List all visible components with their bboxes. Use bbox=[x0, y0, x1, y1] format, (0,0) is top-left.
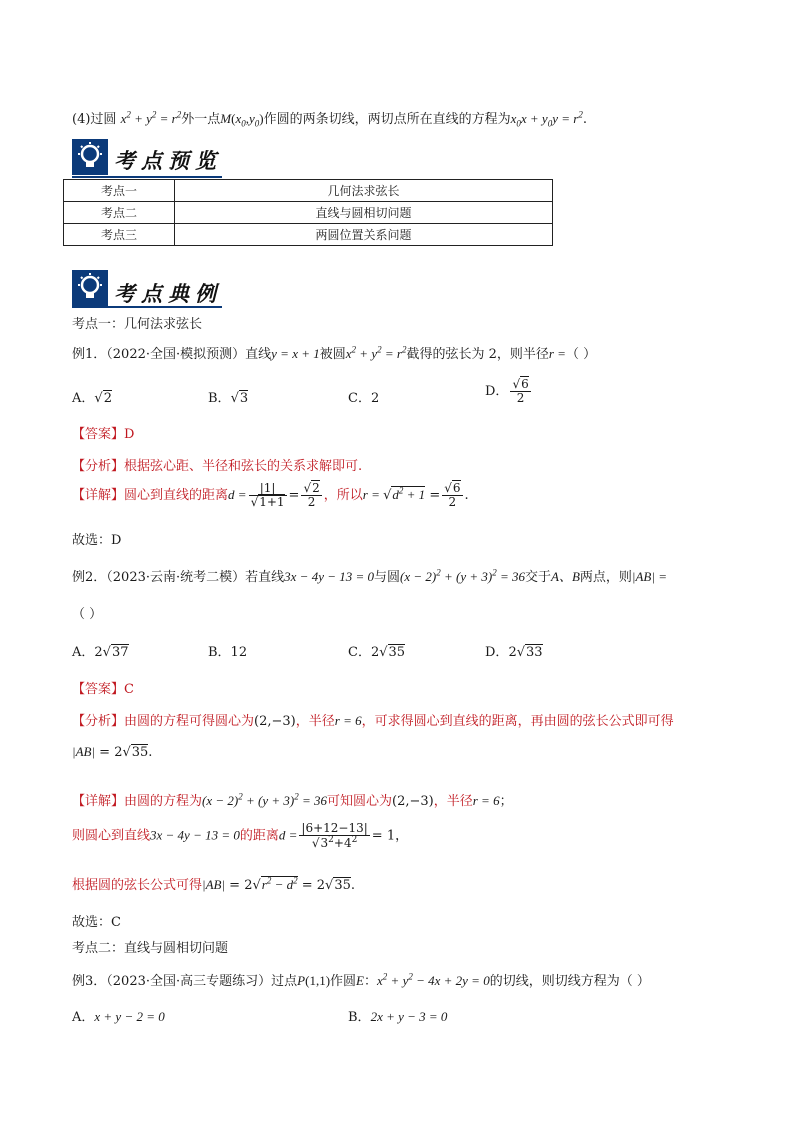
lightbulb-icon bbox=[76, 142, 104, 172]
ex1-answer: 【答案】D bbox=[72, 427, 135, 442]
ex2-analysis: 【分析】由圆的方程可得圆心为(2,−3)，半径r = 6，可求得圆心到直线的距离，再由圆的弦长公式即可得 bbox=[72, 713, 674, 729]
ex2-question: 例2．（2023·云南·统考二模）若直线3x − 4y − 13 = 0与圆$(x - 2)^2 + (y + 3)^2 = 36$交于A、B两点，则|AB| = bbox=[72, 567, 667, 585]
ex2-option-c: C．2√35 bbox=[348, 645, 406, 660]
table-row: 考点一 几何法求弦长 bbox=[64, 180, 553, 202]
examples-title: 考点典例 bbox=[114, 281, 222, 306]
point-m: $M(x_0,y_0)$ bbox=[220, 111, 264, 129]
ex3-option-b: B．2x + y − 3 = 0 bbox=[348, 1009, 448, 1025]
ex2-option-a: A．2√37 bbox=[72, 645, 129, 660]
ex2-answer: 【答案】C bbox=[72, 682, 134, 697]
chord-of-contact-equation: $x_0x + y_0y = r^2$ bbox=[510, 109, 583, 129]
lightbulb-icon bbox=[76, 273, 104, 303]
lightbulb-badge bbox=[72, 139, 108, 175]
topic1-heading: 考点一：几何法求弦长 bbox=[72, 317, 203, 332]
ex2-detail-line2: 则圆心到直线3x − 4y − 13 = 0的距离d = $\frac{|6+12-13|}{√3^2+4^2}$ = 1， bbox=[72, 821, 409, 851]
examples-rule bbox=[72, 306, 222, 308]
ex2-paren: （ ） bbox=[72, 607, 103, 622]
ex3-option-a: A．x + y − 2 = 0 bbox=[72, 1009, 165, 1025]
ex1-question: 例1．（2022·全国·模拟预测）直线y = x + 1被圆$x^2 + y^2 = r^2$截得的弦长为 2，则半径r =（ ） bbox=[72, 344, 597, 362]
ex3-question: 例3．（2023·全国·高三专题练习）过点P(1,1)作圆E：$x^2 + y^2 - 4x + 2y = 0$的切线，则切线方程为（ ） bbox=[72, 971, 650, 989]
intro-item: (4)过圆 $x^2 + y^2 = r^2$外一点$M(x_0,y_0)$作圆的两条切线，两切点所在直线的方程为$x_0x + y_0y = r^2$. bbox=[72, 109, 587, 129]
ex1-option-c: C．2 bbox=[348, 391, 380, 406]
ex1-analysis: 【分析】根据弦心距、半径和弦长的关系求解即可. bbox=[72, 459, 363, 474]
ex2-analysis-result: |AB| = 2√35. bbox=[72, 744, 153, 760]
table-row: 考点三 两圆位置关系问题 bbox=[64, 224, 553, 246]
circle-equation: $x^2 + y^2 = r^2$ bbox=[120, 109, 182, 126]
ex2-detail-line3: 根据圆的弦长公式可得$|AB| = 2√r^2 - d^2 = 2√35$. bbox=[72, 875, 356, 893]
preview-rule bbox=[72, 176, 222, 178]
table-row: 考点二 直线与圆相切问题 bbox=[64, 202, 553, 224]
lightbulb-badge bbox=[72, 270, 108, 306]
ex2-option-d: D．2√33 bbox=[485, 645, 543, 660]
ex1-choose: 故选：D bbox=[72, 533, 122, 548]
preview-title: 考点预览 bbox=[114, 148, 222, 173]
topic2-heading: 考点二：直线与圆相切问题 bbox=[72, 941, 229, 956]
ex1-option-d: D． $\frac{√6}{2}$ bbox=[485, 377, 529, 406]
ex2-choose: 故选：C bbox=[72, 915, 121, 930]
ex1-option-b: B．√3 bbox=[208, 391, 249, 406]
ex1-detail: 【详解】圆心到直线的距离d = $\frac{|1|}{√1+1}$ = $\frac{√2}{2}$ ，所以$r = √d^2 + 1$ = $\frac{√6}{2}$ . bbox=[72, 481, 469, 510]
ex2-option-b: B．12 bbox=[208, 645, 248, 660]
ex2-detail: 【详解】由圆的方程为$(x - 2)^2 + (y + 3)^2 = 36$可知圆心为(2,−3)，半径r = 6； bbox=[72, 791, 513, 809]
preview-table bbox=[63, 179, 553, 246]
ex1-option-a: A．√2 bbox=[72, 391, 112, 406]
